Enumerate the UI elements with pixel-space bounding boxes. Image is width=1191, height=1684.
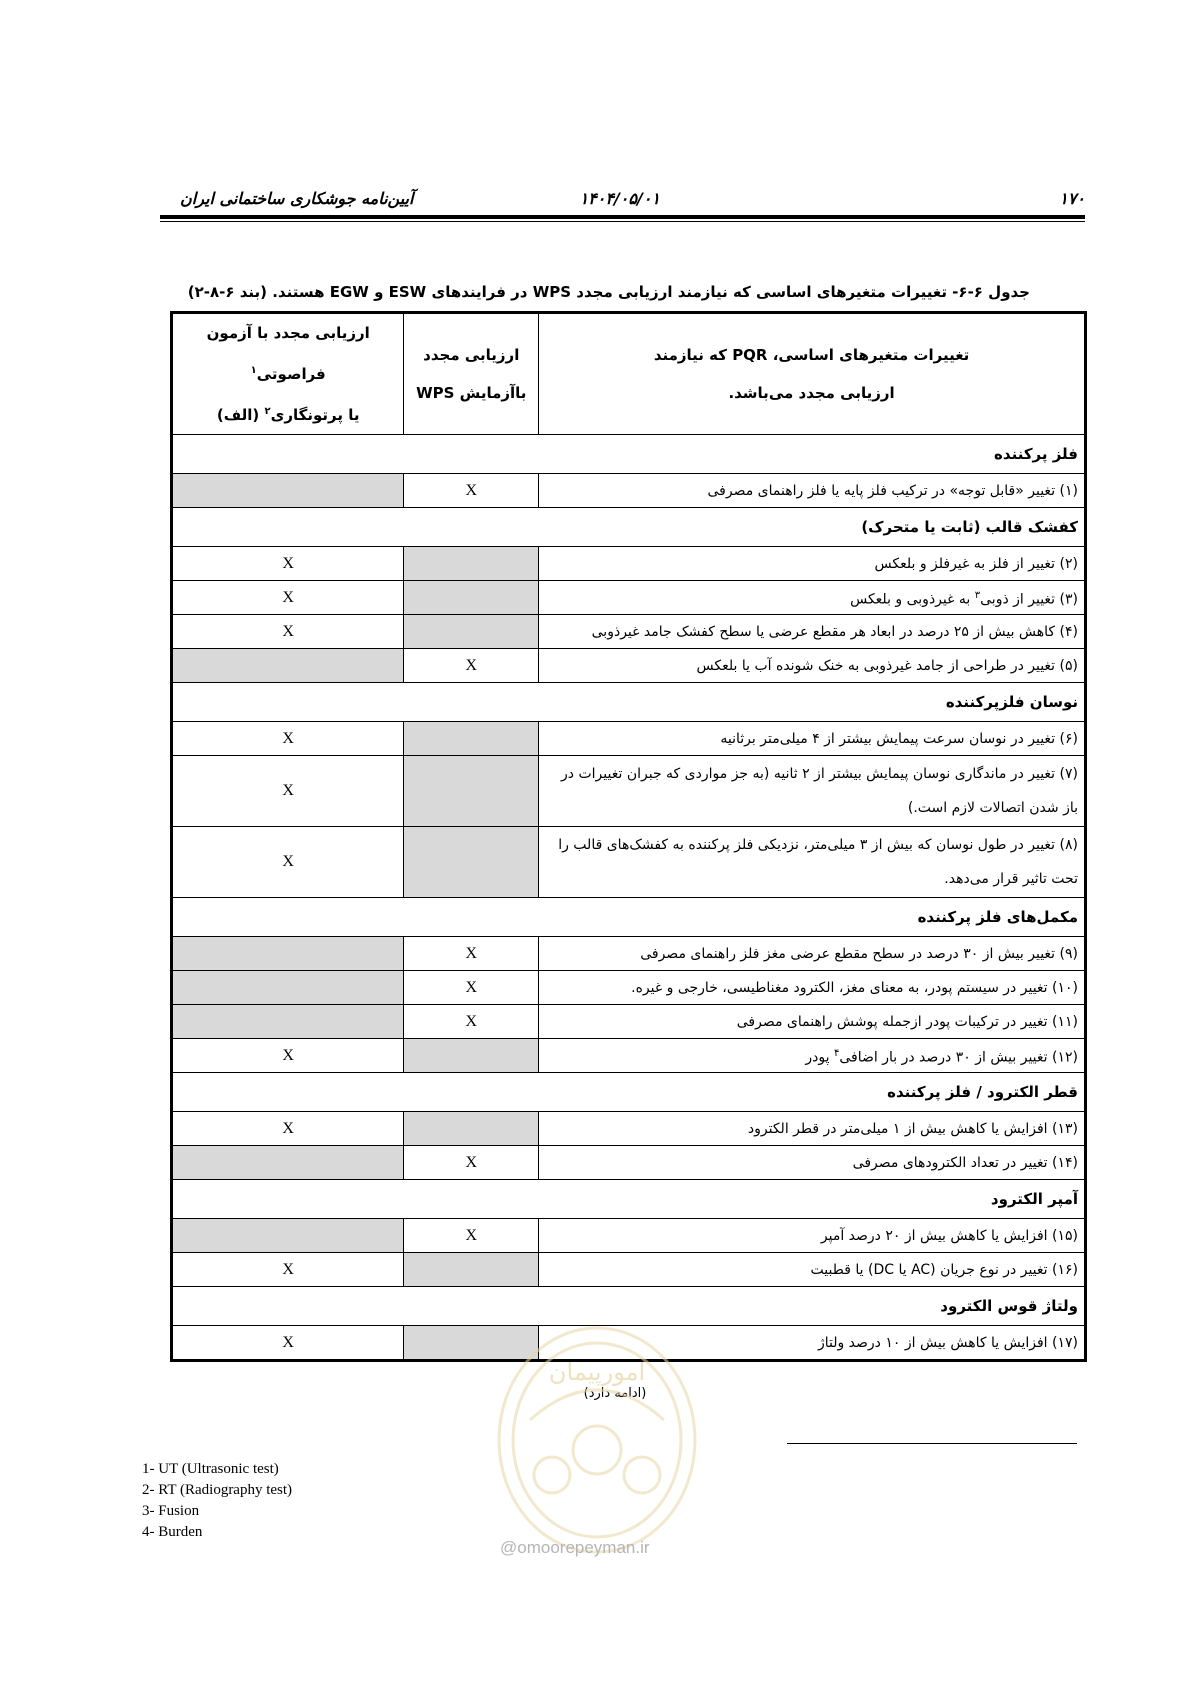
variable-cell: (۱۳) افزایش یا کاهش بیش از ۱ میلی‌متر در قطر الکترود bbox=[539, 1112, 1086, 1146]
variable-cell: (۶) تغییر در نوسان سرعت پیمایش بیشتر از ۴ میلی‌متر برثانیه bbox=[539, 722, 1086, 756]
section-title: فلز پرکننده bbox=[172, 435, 1086, 474]
variable-cell: (۳) تغییر از ذوبی$^۳$ به غیرذوبی و بلعکس bbox=[539, 581, 1086, 615]
footnote-ref: ۴ bbox=[833, 1047, 840, 1059]
section-header-row bbox=[172, 683, 1086, 722]
wps-mark-cell bbox=[404, 1112, 539, 1146]
header-ndt-line2: یا پرتونگاری$^۲$ (الف) bbox=[216, 406, 360, 424]
variable-cell: (۱۵) افزایش یا کاهش بیش از ۲۰ درصد آمپر bbox=[539, 1219, 1086, 1253]
page-header bbox=[160, 185, 1085, 215]
table-row bbox=[172, 474, 1086, 508]
stamp-text: امورپیمان bbox=[548, 1358, 646, 1386]
wps-mark-cell: X bbox=[404, 971, 539, 1005]
ndt-mark-cell: X bbox=[172, 581, 404, 615]
variable-cell: (۱۲) تغییر بیش از ۳۰ درصد در بار اضافی$^۴$ پودر bbox=[539, 1039, 1086, 1073]
section-header-row bbox=[172, 508, 1086, 547]
page-number: ۱۷۰ bbox=[1059, 189, 1085, 208]
continued-note: (ادامه دارد) bbox=[583, 1386, 647, 1401]
section-title: نوسان فلزپرکننده bbox=[172, 683, 1086, 722]
variable-cell: (۵) تغییر در طراحی از جامد غیرذوبی به خنک شونده آب یا بلعکس bbox=[539, 649, 1086, 683]
header-ndt-line1: ارزیابی مجدد با آزمون فراصوتی$^۱$ bbox=[206, 324, 370, 383]
ndt-mark-cell: X bbox=[172, 615, 404, 649]
wps-mark-cell bbox=[404, 756, 539, 827]
header-date: ۱۴۰۴/۰۵/۰۱ bbox=[579, 189, 660, 208]
table-caption: جدول ۶-۶- تغییرات متغیرهای اساسی که نیازمند ارزیابی مجدد WPS در فرایندهای ESW و EGW هستند. (بند ۶-۸-۲) bbox=[187, 283, 1030, 301]
table-row bbox=[172, 615, 1086, 649]
section-header-row bbox=[172, 1180, 1086, 1219]
section-title: ولتاژ قوس الکترود bbox=[172, 1287, 1086, 1326]
ndt-mark-cell bbox=[172, 1005, 404, 1039]
header-variables-line2: ارزیابی مجدد می‌باشد. bbox=[728, 384, 895, 402]
book-title: آیین‌نامه جوشکاری ساختمانی ایران bbox=[180, 189, 414, 208]
section-header-row bbox=[172, 435, 1086, 474]
wps-mark-cell bbox=[404, 1253, 539, 1287]
table-row bbox=[172, 649, 1086, 683]
header-ndt bbox=[172, 313, 404, 435]
footnote-item: 3- Fusion bbox=[142, 1503, 200, 1519]
footnote-rule bbox=[787, 1443, 1077, 1444]
table-row bbox=[172, 1219, 1086, 1253]
variable-cell: (۱۰) تغییر در سیستم پودر، به معنای مغز، الکترود مغناطیسی، خارجی و غیره. bbox=[539, 971, 1086, 1005]
wps-mark-cell: X bbox=[404, 474, 539, 508]
table-row bbox=[172, 722, 1086, 756]
ndt-mark-cell: X bbox=[172, 547, 404, 581]
ndt-mark-cell bbox=[172, 971, 404, 1005]
section-title: قطر الکترود / فلز پرکننده bbox=[172, 1073, 1086, 1112]
table-row bbox=[172, 547, 1086, 581]
variable-cell: (۴) کاهش بیش از ۲۵ درصد در ابعاد هر مقطع عرضی یا سطح کفشک جامد غیرذوبی bbox=[539, 615, 1086, 649]
site-watermark: @omoorepeyman.ir bbox=[500, 1538, 650, 1557]
table-row bbox=[172, 1146, 1086, 1180]
footnote-ref: ۳ bbox=[974, 589, 981, 601]
footnote-ref: ۲ bbox=[264, 406, 271, 417]
header-wps bbox=[404, 313, 539, 435]
ndt-mark-cell: X bbox=[172, 1112, 404, 1146]
ndt-mark-cell: X bbox=[172, 756, 404, 827]
table-header-row bbox=[172, 313, 1086, 435]
footnotes bbox=[142, 1459, 292, 1543]
variable-cell: (۲) تغییر از فلز به غیرفلز و بلعکس bbox=[539, 547, 1086, 581]
table-row bbox=[172, 1005, 1086, 1039]
section-header-row bbox=[172, 1073, 1086, 1112]
table-row bbox=[172, 1253, 1086, 1287]
wps-mark-cell bbox=[404, 1039, 539, 1073]
header-variables bbox=[539, 313, 1086, 435]
wps-mark-cell: X bbox=[404, 649, 539, 683]
ndt-mark-cell: X bbox=[172, 1039, 404, 1073]
variable-cell: (۱۶) تغییر در نوع جریان (AC یا DC) یا قطبیت bbox=[539, 1253, 1086, 1287]
variable-cell: (۱۱) تغییر در ترکیبات پودر ازجمله پوشش راهنمای مصرفی bbox=[539, 1005, 1086, 1039]
wps-mark-cell: X bbox=[404, 1146, 539, 1180]
header-rule-thin bbox=[160, 221, 1085, 222]
wps-mark-cell bbox=[404, 547, 539, 581]
variable-cell: (۱) تغییر «قابل توجه» در ترکیب فلز پایه یا فلز راهنمای مصرفی bbox=[539, 474, 1086, 508]
footnote-item: 1- UT (Ultrasonic test) bbox=[142, 1461, 279, 1477]
ndt-mark-cell: X bbox=[172, 827, 404, 898]
wps-mark-cell bbox=[404, 615, 539, 649]
table-row bbox=[172, 756, 1086, 827]
section-title: مکمل‌های فلز پرکننده bbox=[172, 898, 1086, 937]
wps-mark-cell bbox=[404, 581, 539, 615]
footnote-item: 4- Burden bbox=[142, 1524, 203, 1540]
stamp-watermark bbox=[490, 1320, 705, 1560]
wps-mark-cell: X bbox=[404, 1219, 539, 1253]
section-header-row bbox=[172, 898, 1086, 937]
ndt-mark-cell bbox=[172, 937, 404, 971]
footnote-ref: ۱ bbox=[250, 365, 257, 376]
table-row bbox=[172, 581, 1086, 615]
header-variables-line1: تغییرات متغیرهای اساسی، PQR که نیازمند bbox=[653, 346, 970, 364]
wps-mark-cell bbox=[404, 827, 539, 898]
wps-mark-cell: X bbox=[404, 1005, 539, 1039]
ndt-mark-cell bbox=[172, 649, 404, 683]
variable-cell: (۹) تغییر بیش از ۳۰ درصد در سطح مقطع عرضی مغز فلز راهنمای مصرفی bbox=[539, 937, 1086, 971]
ndt-mark-cell: X bbox=[172, 1253, 404, 1287]
header-rule bbox=[160, 215, 1085, 219]
table-row bbox=[172, 971, 1086, 1005]
section-title: آمپر الکترود bbox=[172, 1180, 1086, 1219]
ndt-mark-cell: X bbox=[172, 1326, 404, 1361]
wps-mark-cell bbox=[404, 722, 539, 756]
wps-mark-cell: X bbox=[404, 937, 539, 971]
table-row bbox=[172, 1039, 1086, 1073]
header-wps-line2: باآزمایش WPS bbox=[416, 384, 527, 402]
ndt-mark-cell bbox=[172, 1219, 404, 1253]
table-row bbox=[172, 937, 1086, 971]
header-wps-line1: ارزیابی مجدد bbox=[423, 346, 520, 364]
variable-cell: (۸) تغییر در طول نوسان که بیش از ۳ میلی‌متر، نزدیکی فلز پرکننده به کفشک‌های قالب را تحت تاثیر قرار می‌دهد. bbox=[539, 827, 1086, 898]
variable-cell: (۱۷) افزایش یا کاهش بیش از ۱۰ درصد ولتاژ bbox=[539, 1326, 1086, 1361]
ndt-mark-cell: X bbox=[172, 722, 404, 756]
variable-cell: (۷) تغییر در ماندگاری نوسان پیمایش بیشتر از ۲ ثانیه (به جز مواردی که جبران تغییرات در باز شدن اتصالات لازم است.) bbox=[539, 756, 1086, 827]
variable-cell: (۱۴) تغییر در تعداد الکترودهای مصرفی bbox=[539, 1146, 1086, 1180]
section-title: کفشک قالب (ثابت یا متحرک) bbox=[172, 508, 1086, 547]
table-row bbox=[172, 1112, 1086, 1146]
footnote-item: 2- RT (Radiography test) bbox=[142, 1482, 293, 1498]
ndt-mark-cell bbox=[172, 1146, 404, 1180]
variables-table bbox=[170, 311, 1087, 1362]
ndt-mark-cell bbox=[172, 474, 404, 508]
table-body bbox=[172, 435, 1086, 1361]
table-row bbox=[172, 827, 1086, 898]
